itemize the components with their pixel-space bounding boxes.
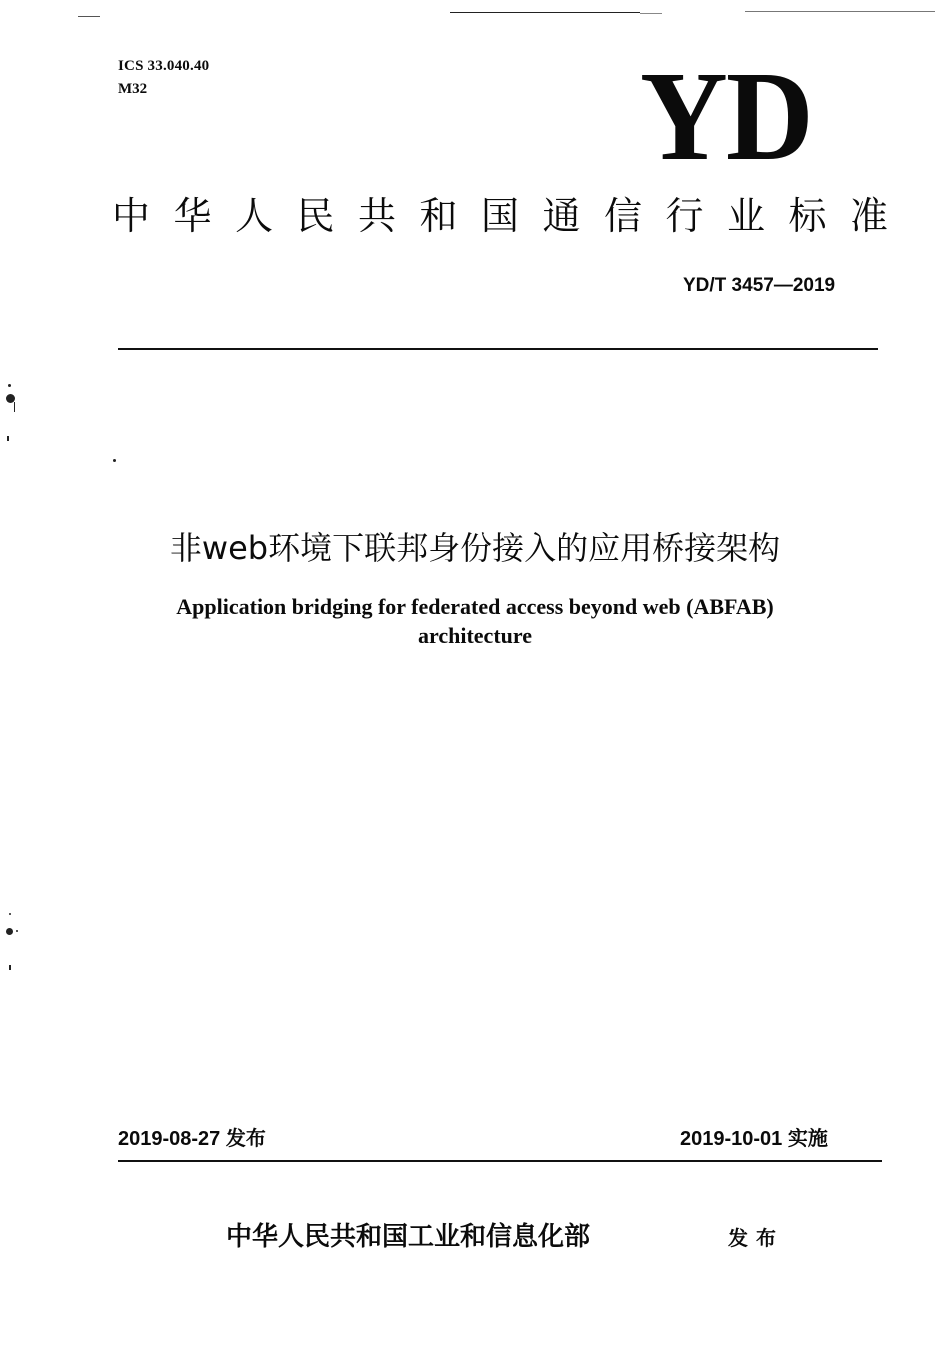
scan-speck	[14, 402, 15, 412]
scan-speck	[16, 930, 18, 932]
scan-line-left	[78, 16, 100, 17]
yd-logo: YD	[640, 45, 812, 187]
scan-speck	[8, 384, 11, 387]
industry-standard-title: 中华人民共和国通信行业标准	[112, 194, 912, 238]
standard-number: YD/T 3457—2019	[683, 275, 836, 296]
scan-speck	[7, 436, 9, 441]
publish-date: 2019-08-27 发布	[118, 1128, 266, 1150]
ccs-code: M32	[118, 81, 148, 97]
ics-code: ICS 33.040.40	[118, 58, 210, 74]
document-title-english	[0, 592, 950, 650]
scan-speck	[113, 459, 116, 462]
issuer-publish-label: 发布	[728, 1226, 784, 1250]
issuing-authority: 中华人民共和国工业和信息化部	[226, 1222, 591, 1252]
footer-divider	[118, 1160, 882, 1162]
scan-line-right	[745, 11, 935, 12]
implementation-date: 2019-10-01 实施	[680, 1128, 828, 1150]
document-title-chinese: 非web环境下联邦身份接入的应用桥接架构	[169, 529, 781, 567]
title-english-line-1: Application bridging for federated access beyond web (ABFAB)	[176, 594, 774, 619]
header-divider	[118, 348, 878, 350]
scan-speck	[9, 913, 11, 915]
scan-speck	[6, 928, 13, 935]
scan-line-middle	[450, 12, 640, 13]
scan-speck	[9, 965, 11, 970]
title-english-line-2: architecture	[417, 623, 533, 648]
scan-line-middle-faint	[640, 13, 662, 14]
